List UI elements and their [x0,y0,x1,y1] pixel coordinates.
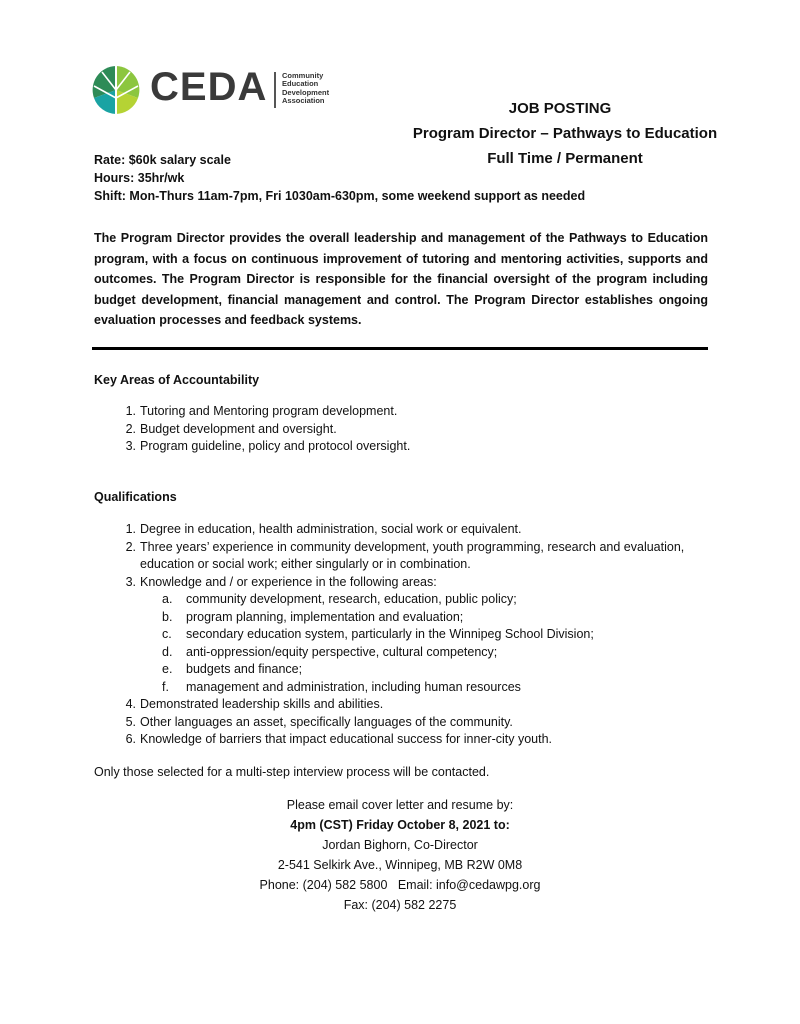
sub-list-item: f. management and administration, including human resources [162,679,521,694]
contact-name: Jordan Bighorn, Co-Director [322,838,478,852]
job-title-heading: Program Director – Pathways to Education [412,125,718,142]
list-item: 3. Program guideline, policy and protocol oversight. [125,439,411,453]
list-item: 2. Three years’ experience in community development, youth programming, research and evaluation, education or social work; either singularly or in combination. [125,539,685,571]
key-areas-title: Key Areas of Accountability [94,373,260,387]
list-item-text: Other languages an asset, specifically languages of the community. [140,714,513,729]
list-item: 3. Knowledge and / or experience in the following areas: a. community development, research, education, public policy; b. program planning, implementation and evaluation; c. secondary education system, particularly in the Winnipeg School Division; d. anti-oppression/equity perspective, cultural competency; e. budgets and finance; f. management and administration, including human resources [140,574,700,697]
logo-tagline-line: Education [282,79,319,89]
contact-fax: Fax: (204) 582 2275 [343,898,457,912]
logo-brand-text: CEDA [150,65,268,109]
ceda-leaf-icon [88,62,144,118]
posting-type-heading: JOB POSTING [508,100,612,117]
ceda-logo [88,60,348,118]
sub-list-item: e. budgets and finance; [162,662,303,676]
list-item: 6. Knowledge of barriers that impact educational success for inner-city youth. [125,732,553,746]
list-item: 1. Tutoring and Mentoring program development. [125,404,398,418]
sub-list-item-text: anti-oppression/equity perspective, cultural competency; [186,644,498,659]
list-item-text: Budget development and oversight. [140,421,337,436]
logo-tagline-line: Community [282,71,324,80]
contact-instruction: Please email cover letter and resume by: [286,798,514,812]
list-item-text: Knowledge and / or experience in the following areas: [140,574,437,589]
sub-list-item-text: program planning, implementation and evaluation; [186,609,464,624]
list-item: 5. Other languages an asset, specifically languages of the community. [125,714,513,729]
sub-list-item-text: community development, research, education, public policy; [186,592,517,606]
hours-line: Hours: 35hr/wk [94,171,185,185]
rate-line: Rate: $60k salary scale [94,153,231,167]
list-item-text: Knowledge of barriers that impact educational success for inner-city youth. [140,732,553,746]
sub-list-item: d. anti-oppression/equity perspective, cultural competency; [162,644,498,659]
list-item-text: Demonstrated leadership skills and abilities. [140,697,384,711]
qualifications-title: Qualifications [94,490,177,504]
shift-line: Shift: Mon-Thurs 11am-7pm, Fri 1030am-630pm, some weekend support as needed [94,189,586,203]
list-item: 4. Demonstrated leadership skills and abilities. [125,697,384,711]
contact-block [200,795,600,915]
sub-list-item-text: secondary education system, particularly in the Winnipeg School Division; [186,627,594,641]
sub-list-item: c. secondary education system, particularly in the Winnipeg School Division; [162,627,594,641]
list-item-text: Three years’ experience in community development, youth programming, research and evaluation, education or social work; either singularly or in combination. [140,539,685,571]
sub-list-item: b. program planning, implementation and evaluation; [162,609,464,624]
list-item-text: Program guideline, policy and protocol oversight. [140,439,411,453]
list-item: 2. Budget development and oversight. [125,421,337,436]
intro-paragraph: The Program Director provides the overall leadership and management of the Pathways to Education program, with a focus on continuous improvement of tutoring and mentoring activities, supports and outcomes. The Program Director is responsible for the financial oversight of the program including budget development, financial management and control. The Program Director establishes ongoing evaluation processes and feedback systems. [94,231,708,327]
section-divider [92,347,708,350]
qualifications-sublist [162,591,700,696]
key-areas-list [125,403,700,456]
sub-list-item: a. community development, research, education, public policy; [162,592,517,606]
interview-note: Only those selected for a multi-step interview process will be contacted. [94,765,490,779]
logo-tagline-line: Association [282,95,325,105]
qualifications-list [125,521,700,749]
contact-phone-email: Phone: (204) 582 5800 Email: info@cedawpg.org [259,878,541,892]
contact-address: 2-541 Selkirk Ave., Winnipeg, MB R2W 0M8 [277,858,523,872]
list-item-text: Tutoring and Mentoring program development. [140,404,398,418]
sub-list-item-text: management and administration, including human resources [186,679,521,694]
employment-type-heading: Full Time / Permanent [487,150,643,167]
list-item: 1. Degree in education, health administration, social work or equivalent. [125,522,522,536]
sub-list-item-text: budgets and finance; [186,662,303,676]
logo-tagline [282,72,352,105]
list-item-text: Degree in education, health administration, social work or equivalent. [140,522,522,536]
application-deadline: 4pm (CST) Friday October 8, 2021 to: [290,818,510,832]
logo-separator [274,72,276,108]
logo-tagline-line: Development [282,87,330,97]
